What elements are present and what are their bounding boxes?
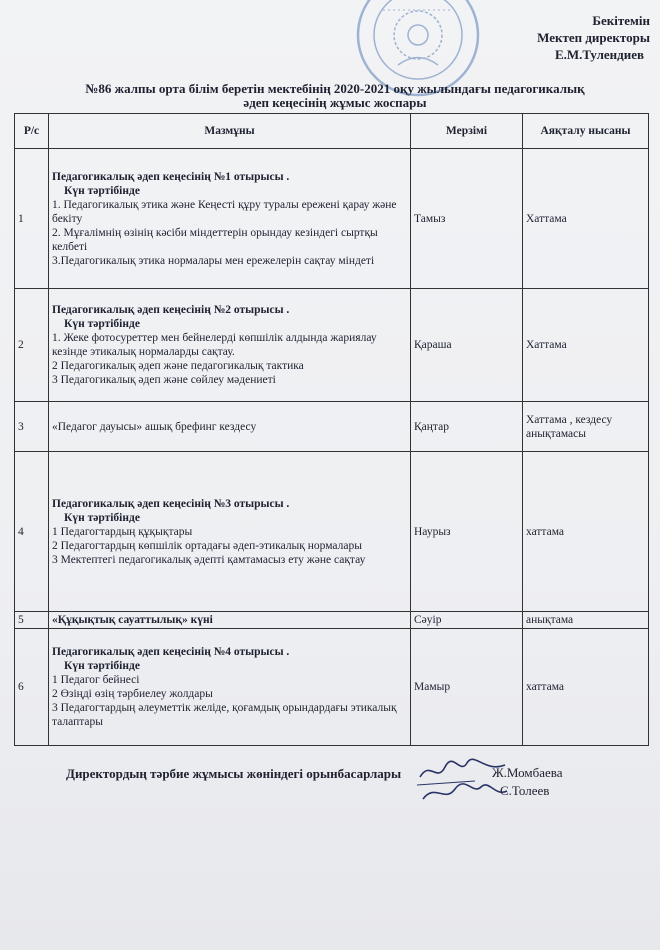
row-number: 3: [15, 402, 49, 452]
col-header-number: Р/с: [15, 114, 49, 149]
meeting-heading: Педагогикалық әдеп кеңесінің №4 отырысы .: [52, 646, 290, 658]
document-title: [40, 82, 630, 110]
table-row: [15, 629, 649, 746]
meeting-heading: Педагогикалық әдеп кеңесінің №3 отырысы .: [52, 497, 290, 510]
row-form: Хаттама: [523, 289, 649, 402]
row-number: 5: [15, 612, 49, 629]
table-row: [15, 289, 649, 402]
agenda-item: 3 Педагогтардың әлеуметтік желіде, қоғамдық орындардағы этикалық талаптары: [52, 702, 397, 728]
agenda-item: 2 Педагогтардың көпшілік ортадағы әдеп-этикалық нормалары: [52, 539, 362, 552]
agenda-label: Күн тәртібінде: [64, 318, 140, 330]
approve-label: Бекітемін: [592, 13, 650, 28]
meeting-heading: Педагогикалық әдеп кеңесінің №1 отырысы .: [52, 170, 290, 183]
row-form: хаттама: [523, 629, 649, 746]
row-form: анықтама: [523, 612, 649, 629]
signatory-name-1: Ж.Момбаева: [492, 765, 563, 780]
table-row: [15, 149, 649, 289]
agenda-item: 3 Педагогикалық әдеп және сөйлеу мәдениеті: [52, 374, 276, 386]
row-content: [49, 629, 411, 746]
row-date: Наурыз: [411, 452, 523, 612]
row-content: [49, 289, 411, 402]
table-row: [15, 452, 649, 612]
row-date: Қараша: [411, 289, 523, 402]
agenda-label: Күн тәртібінде: [64, 660, 140, 672]
row-form: хаттама: [523, 452, 649, 612]
agenda-label: Күн тәртібінде: [64, 511, 140, 524]
row-date: Тамыз: [411, 149, 523, 289]
row-form: Хаттама: [523, 149, 649, 289]
row-number: 2: [15, 289, 49, 402]
approval-block: [537, 12, 650, 63]
table-header-row: [15, 114, 649, 149]
director-title: Мектеп директоры: [537, 30, 650, 45]
row-number: 1: [15, 149, 49, 289]
director-name: Е.М.Тулендиев: [554, 47, 644, 62]
agenda-item: 2 Педагогикалық әдеп және педагогикалық тактика: [52, 360, 304, 372]
row-content: [49, 612, 411, 629]
table-row: [15, 402, 649, 452]
row-date: Сәуір: [411, 612, 523, 629]
row-content: «Педагог дауысы» ашық брефинг кездесу: [49, 402, 411, 452]
col-header-date: Мерзімі: [411, 114, 523, 149]
col-header-content: Мазмұны: [49, 114, 411, 149]
event-title: «Құқықтық сауаттылық» күні: [52, 614, 213, 626]
row-form: Хаттама , кездесу анықтамасы: [523, 402, 649, 452]
row-content: [49, 452, 411, 612]
row-date: Қаңтар: [411, 402, 523, 452]
agenda-item: 1. Педагогикалық этика және Кеңесті құру туралы ережені қарау және бекіту: [52, 198, 397, 225]
work-plan-table: [14, 113, 649, 746]
signatory-name-2: С.Толеев: [500, 783, 550, 798]
row-date: Мамыр: [411, 629, 523, 746]
agenda-label: Күн тәртібінде: [64, 184, 140, 197]
deputy-directors-label: Директордың тәрбие жұмысы жөніндегі орынбасарлары: [66, 766, 402, 781]
agenda-item: 1. Жеке фотосуреттер мен бейнелерді көпшілік алдында жариялау кезінде этикалық нормаларды сақтау.: [52, 332, 377, 358]
agenda-item: 1 Педагог бейнесі: [52, 674, 140, 686]
table-row: [15, 612, 649, 629]
row-content: [49, 149, 411, 289]
agenda-item: 3 Мектептегі педагогикалық әдепті қамтамасыз ету және сақтау: [52, 553, 366, 566]
meeting-heading: Педагогикалық әдеп кеңесінің №2 отырысы .: [52, 304, 290, 316]
agenda-item: 2 Өзіңді өзің тәрбиелеу жолдары: [52, 688, 213, 700]
title-line-2: әдеп кеңесінің жұмыс жоспары: [243, 95, 427, 110]
col-header-form: Аяқталу нысаны: [523, 114, 649, 149]
agenda-item: 3.Педагогикалық этика нормалары мен ережелерін сақтау міндеті: [52, 254, 375, 267]
row-number: 4: [15, 452, 49, 612]
title-line-1: №86 жалпы орта білім беретін мектебінің 2020-2021 оқу жылындағы педагогикалық: [85, 81, 585, 96]
agenda-item: 1 Педагогтардың құқықтары: [52, 525, 193, 538]
agenda-item: 2. Мұғалімнің өзінің кәсіби міндеттерін орындау кезіндегі сыртқы келбеті: [52, 226, 378, 253]
row-number: 6: [15, 629, 49, 746]
